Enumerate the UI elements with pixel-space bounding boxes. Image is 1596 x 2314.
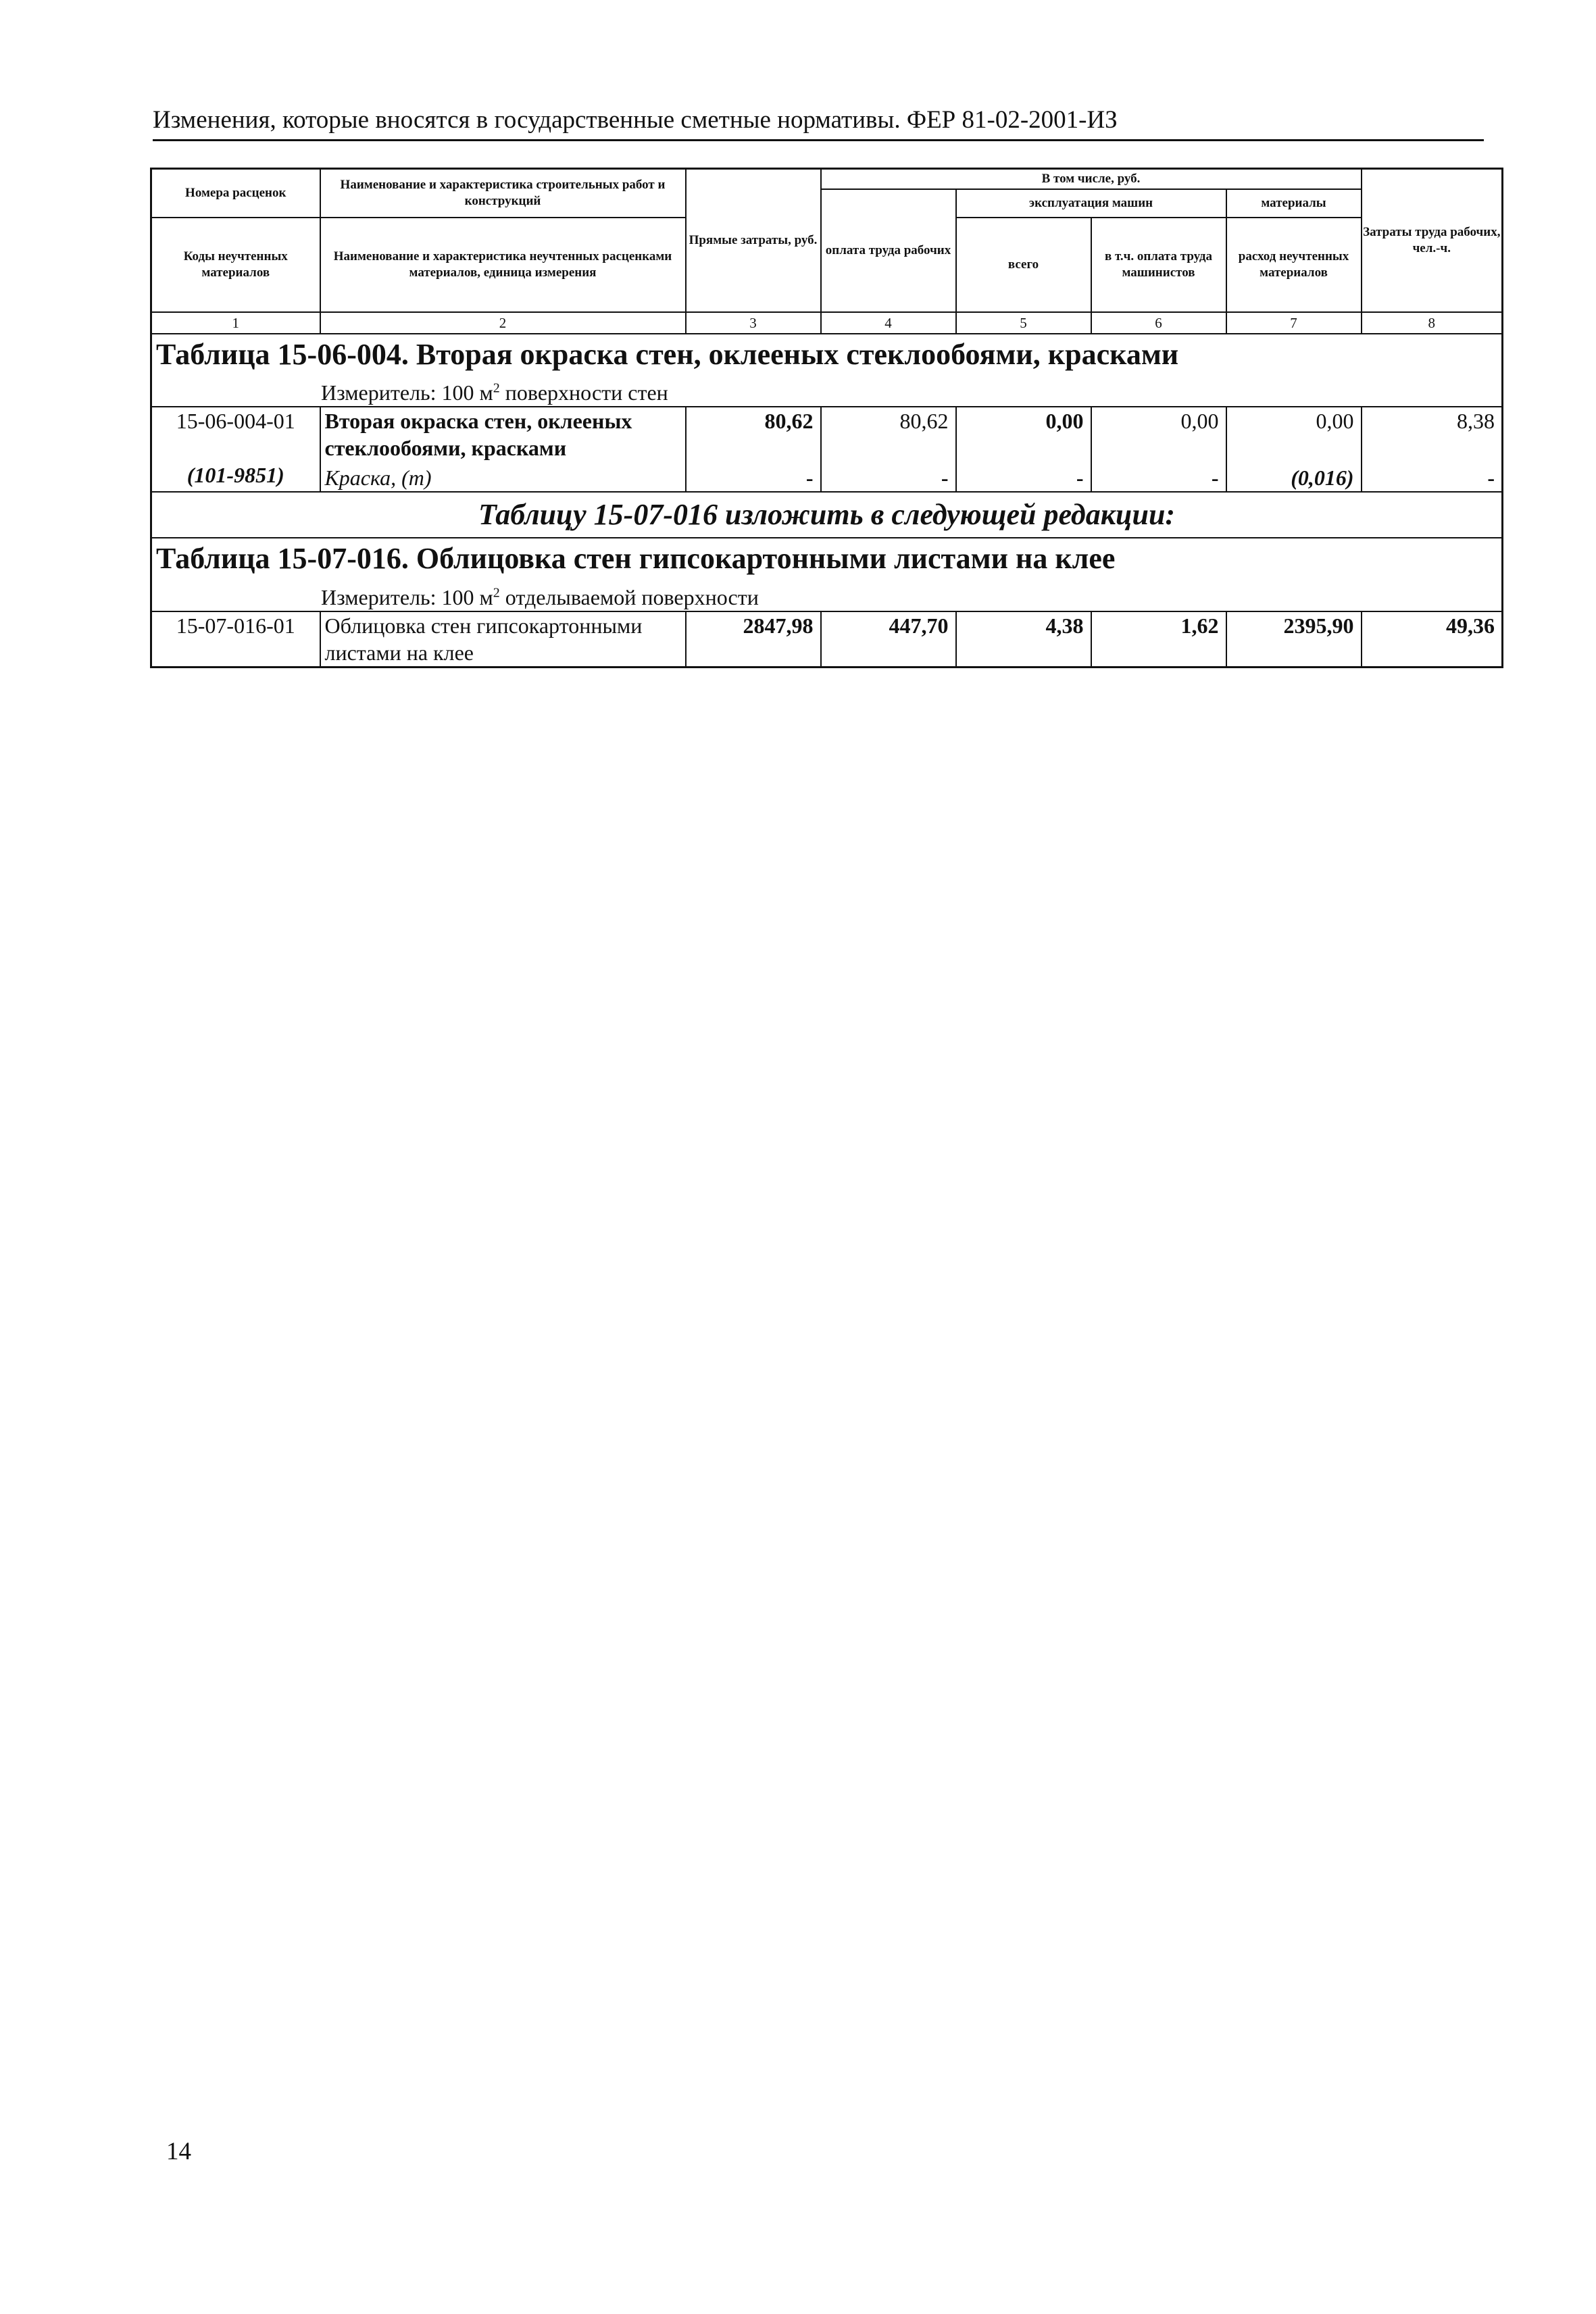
- meter-suffix: поверхности стен: [499, 380, 668, 405]
- header-material-codes: Коды неучтенных материалов: [151, 218, 320, 312]
- meter-sup: 2: [493, 585, 500, 601]
- direct-costs-value: 80,62: [686, 407, 821, 461]
- operator-pay-value: 0,00: [1091, 407, 1226, 461]
- table2-title: Таблица 15-07-016. Облицовка стен гипсокартонными листами на клее: [151, 538, 1503, 579]
- column-number: 3: [686, 312, 821, 334]
- machines-total-value: 4,38: [956, 611, 1091, 668]
- materials-value: 2395,90: [1226, 611, 1362, 668]
- header-materials: материалы: [1226, 189, 1362, 218]
- worker-pay-value: 447,70: [821, 611, 956, 668]
- column-number: 8: [1362, 312, 1503, 334]
- rate-code: 15-06-004-01: [151, 407, 320, 461]
- worker-pay-value: -: [821, 461, 956, 492]
- machines-total-value: -: [956, 461, 1091, 492]
- machines-total-value: 0,00: [956, 407, 1091, 461]
- header-work-name: Наименование и характеристика строительных работ и конструкций: [320, 169, 686, 218]
- worker-pay-value: 80,62: [821, 407, 956, 461]
- redaction-note: Таблицу 15-07-016 изложить в следующей редакции:: [151, 492, 1503, 538]
- column-number: 7: [1226, 312, 1362, 334]
- rate-name: Облицовка стен гипсокартонными листами на клее: [320, 611, 686, 668]
- meter-suffix: отделываемой поверхности: [499, 584, 759, 609]
- meter-prefix: Измеритель: 100 м: [321, 380, 493, 405]
- header-machines-total: всего: [956, 218, 1091, 312]
- header-worker-pay: оплата труда рабочих: [821, 189, 956, 312]
- header-material-consumption: расход неучтенных материалов: [1226, 218, 1362, 312]
- rates-table: [150, 168, 1503, 668]
- material-code: (101-9851): [151, 461, 320, 492]
- header-labor-hours: Затраты труда рабочих, чел.-ч.: [1362, 169, 1503, 312]
- rate-name: Вторая окраска стен, оклееных стеклообоями, красками: [320, 407, 686, 461]
- table1-title: Таблица 15-06-004. Вторая окраска стен, оклееных стеклообоями, красками: [151, 334, 1503, 375]
- header-material-name: Наименование и характеристика неучтенных расценками материалов, единица измерения: [320, 218, 686, 312]
- column-number: 5: [956, 312, 1091, 334]
- column-number: 1: [151, 312, 320, 334]
- rate-code: 15-07-016-01: [151, 611, 320, 668]
- table2-meter: [151, 579, 1503, 611]
- table-row: [151, 461, 1503, 492]
- header-including: В том числе, руб.: [821, 169, 1362, 189]
- column-number: 4: [821, 312, 956, 334]
- labor-hours-value: -: [1362, 461, 1503, 492]
- direct-costs-value: 2847,98: [686, 611, 821, 668]
- material-name: Краска, (т): [320, 461, 686, 492]
- column-number: 2: [320, 312, 686, 334]
- page-number: 14: [166, 2138, 191, 2165]
- header-rate-numbers: Номера расценок: [151, 169, 320, 218]
- header-direct-costs: Прямые затраты, руб.: [686, 169, 821, 312]
- meter-sup: 2: [493, 380, 500, 396]
- table2-meter-text: [152, 585, 759, 609]
- labor-hours-value: 8,38: [1362, 407, 1503, 461]
- header-operator-pay: в т.ч. оплата труда машинистов: [1091, 218, 1226, 312]
- page-header: Изменения, которые вносятся в государственные сметные нормативы. ФЕР 81-02-2001-ИЗ: [153, 101, 1484, 141]
- table-row: [151, 407, 1503, 461]
- operator-pay-value: -: [1091, 461, 1226, 492]
- header-machine-operation: эксплуатация машин: [956, 189, 1226, 218]
- operator-pay-value: 1,62: [1091, 611, 1226, 668]
- table-row: [151, 611, 1503, 668]
- direct-costs-value: -: [686, 461, 821, 492]
- column-numbers-row: [151, 312, 1503, 334]
- materials-value: 0,00: [1226, 407, 1362, 461]
- material-consumption-value: (0,016): [1226, 461, 1362, 492]
- meter-prefix: Измеритель: 100 м: [321, 584, 493, 609]
- table1-meter: [151, 375, 1503, 407]
- table1-meter-text: [152, 380, 668, 405]
- column-number: 6: [1091, 312, 1226, 334]
- labor-hours-value: 49,36: [1362, 611, 1503, 668]
